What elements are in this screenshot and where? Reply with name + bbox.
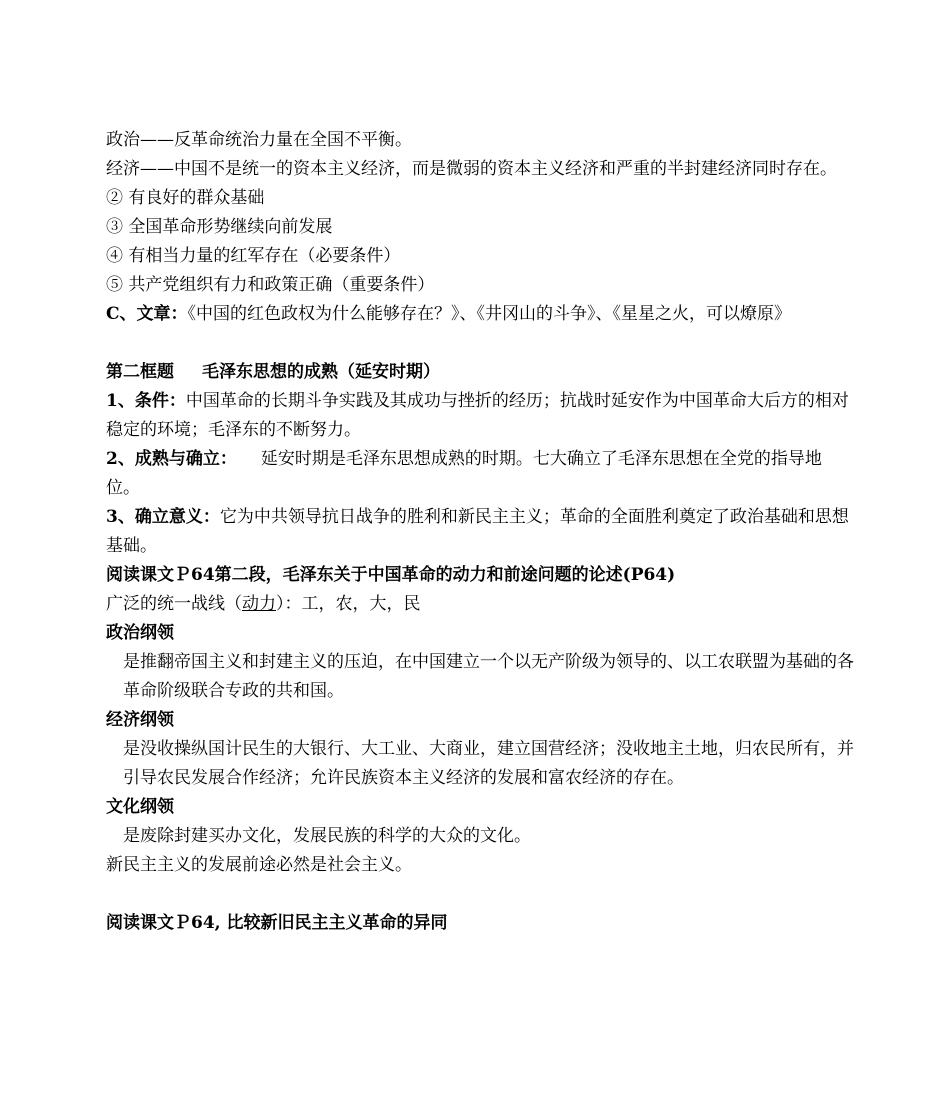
united-front-line	[106, 590, 854, 619]
condition-4: ④ 有相当力量的红军存在（必要条件）	[106, 246, 401, 266]
condition-2: ② 有良好的群众基础	[106, 188, 265, 208]
item-significance-text: 它为中共领导抗日战争的胜利和新民主主义；革命的全面胜利奠定了政治基础和思想基础。	[106, 507, 849, 556]
economy-line: 经济——中国不是统一的资本主义经济，而是微弱的资本主义经济和严重的半封建经济同时存在。	[106, 159, 837, 179]
item-conditions-label: 1、条件：	[106, 391, 186, 411]
articles-text: 《中国的红色政权为什么能够存在？》、《井冈山的斗争》、《星星之火，可以燎原》	[187, 304, 792, 324]
political-program-text: 是推翻帝国主义和封建主义的压迫，在中国建立一个以无产阶级为领导的、以工农联盟为基础的各革命阶级联合专政的共和国。	[123, 652, 854, 701]
cultural-program-text: 是废除封建买办文化，发展民族的科学的大众的文化。	[123, 826, 531, 846]
articles-label: C、文章：	[106, 304, 188, 324]
united-front-a: 广泛的统一战线（	[106, 594, 242, 614]
reading-heading: 阅读课文Ｐ64第二段，毛泽东关于中国革命的动力和前途问题的论述(P64)	[106, 565, 676, 585]
item-maturity-label: 2、成熟与确立：	[106, 449, 237, 469]
condition-5: ⑤ 共产党组织有力和政策正确（重要条件）	[106, 275, 435, 295]
item-significance-label: 3、确立意义：	[106, 507, 220, 527]
economic-program-label: 经济纲领	[106, 710, 174, 730]
section-heading-number: 第二框题	[106, 362, 174, 382]
future-line: 新民主主义的发展前途必然是社会主义。	[106, 855, 412, 875]
item-conditions	[106, 387, 854, 445]
condition-3: ③ 全国革命形势继续向前发展	[106, 217, 333, 237]
section-heading	[106, 358, 854, 387]
item-maturity-text: 延安时期是毛泽东思想成熟的时期。七大确立了毛泽东思想在全党的指导地位。	[106, 449, 822, 498]
articles-line	[106, 300, 854, 329]
section-heading-title: 毛泽东思想的成熟（延安时期）	[202, 362, 440, 382]
economic-program-text: 是没收操纵国计民生的大银行、大工业、大商业，建立国营经济；没收地主土地，归农民所有，并引导农民发展合作经济；允许民族资本主义经济的发展和富农经济的存在。	[123, 739, 854, 788]
item-conditions-text: 中国革命的长期斗争实践及其成功与挫折的经历；抗战时延安作为中国革命大后方的相对稳定的环境；毛泽东的不断努力。	[106, 391, 849, 440]
politics-line: 政治——反革命统治力量在全国不平衡。	[106, 130, 412, 150]
united-front-b: ）：工，农，大，民	[276, 594, 421, 614]
compare-heading: 阅读课文Ｐ64, 比较新旧民主主义革命的异同	[106, 913, 448, 933]
political-program-label: 政治纲领	[106, 623, 174, 643]
document-page	[106, 126, 854, 938]
spacer	[106, 329, 854, 358]
item-maturity	[106, 445, 854, 503]
cultural-program-label: 文化纲领	[106, 797, 174, 817]
united-front-underlined: 动力	[242, 594, 276, 614]
item-significance	[106, 503, 854, 561]
spacer	[106, 880, 854, 909]
